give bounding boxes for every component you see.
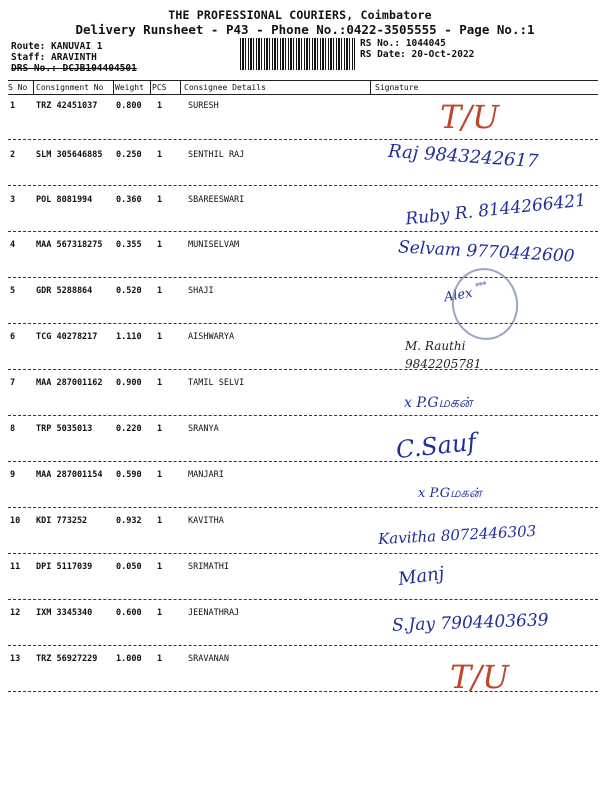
row-weight: 0.932	[116, 516, 142, 526]
row-consignment: IXM 3345340	[36, 608, 93, 618]
company-name: THE PROFESSIONAL COURIERS, Coimbatore	[168, 8, 432, 22]
row-consignee: SHAJI	[188, 286, 214, 296]
row-divider	[8, 553, 598, 554]
row-sno: 1	[10, 101, 16, 111]
row-weight: 0.520	[116, 286, 142, 296]
row-sno: 9	[10, 470, 16, 480]
row-weight: 0.220	[116, 424, 142, 434]
row-consignment: DPI 5117039	[36, 562, 93, 572]
row-divider	[8, 231, 598, 232]
row-sno: 5	[10, 286, 16, 296]
row-weight: 0.250	[116, 150, 142, 160]
row-consignee: SRIMATHI	[188, 562, 229, 572]
row-weight: 0.050	[116, 562, 142, 572]
row-consignment: MAA 287001154	[36, 470, 103, 480]
row-divider	[8, 691, 598, 692]
row-sno: 12	[10, 608, 21, 618]
row-divider	[8, 599, 598, 600]
row-divider	[8, 139, 598, 140]
row-consignment: MAA 287001162	[36, 378, 103, 388]
col-divider	[150, 80, 151, 95]
staff-label: Staff: ARAVINTH	[11, 52, 97, 63]
row-sno: 4	[10, 240, 16, 250]
col-divider	[370, 80, 371, 95]
row-sno: 11	[10, 562, 21, 572]
row-sno: 10	[10, 516, 21, 526]
row-pcs: 1	[157, 286, 163, 296]
table-top-border	[8, 80, 598, 81]
table-header-border	[8, 94, 598, 95]
row-pcs: 1	[157, 654, 163, 664]
delivery-stamp: ●●●	[445, 262, 525, 346]
row-weight: 0.800	[116, 101, 142, 111]
row-pcs: 1	[157, 562, 163, 572]
rs-no-label: RS No.: 1044045	[360, 38, 446, 49]
row-divider	[8, 277, 598, 278]
row-signature: T/U	[440, 98, 500, 136]
row-weight: 1.110	[116, 332, 142, 342]
row-weight: 0.600	[116, 608, 142, 618]
row-divider	[8, 507, 598, 508]
row-pcs: 1	[157, 378, 163, 388]
row-consignment: TRZ 42451037	[36, 101, 98, 111]
row-weight: 1.000	[116, 654, 142, 664]
row-pcs: 1	[157, 101, 163, 111]
row-divider	[8, 415, 598, 416]
col-header-signature: Signature	[375, 83, 419, 92]
row-pcs: 1	[157, 424, 163, 434]
row-sno: 13	[10, 654, 21, 664]
row-signature: Alex	[442, 285, 474, 306]
row-sno: 7	[10, 378, 16, 388]
barcode	[240, 38, 355, 70]
row-divider	[8, 645, 598, 646]
runsheet-title: Delivery Runsheet - P43 - Phone No.:0422-3505555 - Page No.:1	[75, 22, 535, 37]
row-signature: Selvam 9770442600	[397, 237, 575, 267]
row-signature: C.Sauf	[394, 427, 478, 465]
row-consignee: SRANYA	[188, 424, 219, 434]
row-consignee: SRAVANAN	[188, 654, 229, 664]
row-pcs: 1	[157, 150, 163, 160]
row-pcs: 1	[157, 516, 163, 526]
row-consignee: TAMIL SELVI	[188, 378, 245, 388]
row-sno: 8	[10, 424, 16, 434]
col-divider	[113, 80, 114, 95]
row-consignee: SENTHIL RAJ	[188, 150, 245, 160]
col-divider	[33, 80, 34, 95]
row-divider	[8, 185, 598, 186]
row-pcs: 1	[157, 332, 163, 342]
row-sno: 2	[10, 150, 16, 160]
row-consignment: KDI 773252	[36, 516, 88, 526]
row-signature: Ruby R. 8144266421	[404, 190, 587, 230]
col-header-consignee: Consignee Details	[184, 83, 266, 92]
row-consignee: SURESH	[188, 101, 219, 111]
row-signature: x P.Gமகன்	[404, 395, 473, 411]
row-signature: S.Jay 7904403639	[391, 610, 549, 636]
drs-label: DRS No.: DCJB104404501	[11, 63, 137, 74]
rs-date-label: RS Date: 20-Oct-2022	[360, 49, 475, 60]
row-consignment: TCG 40278217	[36, 332, 98, 342]
row-weight: 0.900	[116, 378, 142, 388]
row-consignment: TRP 5035013	[36, 424, 93, 434]
row-pcs: 1	[157, 470, 163, 480]
row-signature: Manj	[396, 562, 446, 591]
row-divider	[8, 461, 598, 462]
row-weight: 0.590	[116, 470, 142, 480]
row-consignee: AISHWARYA	[188, 332, 235, 342]
row-consignment: GDR 5288864	[36, 286, 93, 296]
row-consignment: SLM 305646885	[36, 150, 103, 160]
row-consignment: TRZ 56927229	[36, 654, 98, 664]
row-signature: M. Rauthi 9842205781	[405, 339, 482, 371]
row-consignee: MUNISELVAM	[188, 240, 240, 250]
col-header-pcs: PCS	[152, 83, 167, 92]
row-pcs: 1	[157, 240, 163, 250]
row-signature: Raj 9843242617	[387, 140, 540, 173]
col-header-sno: S No	[8, 83, 28, 92]
row-pcs: 1	[157, 195, 163, 205]
row-weight: 0.360	[116, 195, 142, 205]
row-consignee: MANJARI	[188, 470, 224, 480]
col-header-weight: Weight	[115, 83, 144, 92]
col-header-consignment: Consignment No	[36, 83, 104, 92]
row-sno: 6	[10, 332, 16, 342]
row-consignee: SBAREESWARI	[188, 195, 245, 205]
row-signature: T/U	[450, 658, 510, 696]
row-pcs: 1	[157, 608, 163, 618]
row-consignment: MAA 567318275	[36, 240, 103, 250]
row-consignment: POL 8081994	[36, 195, 93, 205]
row-sno: 3	[10, 195, 16, 205]
row-divider	[8, 323, 598, 324]
route-label: Route: KANUVAI 1	[11, 41, 103, 52]
row-signature: Kavitha 8072446303	[377, 521, 537, 549]
col-divider	[180, 80, 181, 95]
row-signature: x P.Gமகன்	[418, 486, 482, 501]
row-divider	[8, 369, 598, 370]
row-weight: 0.355	[116, 240, 142, 250]
row-consignee: KAVITHA	[188, 516, 224, 526]
row-consignee: JEENATHRAJ	[188, 608, 240, 618]
